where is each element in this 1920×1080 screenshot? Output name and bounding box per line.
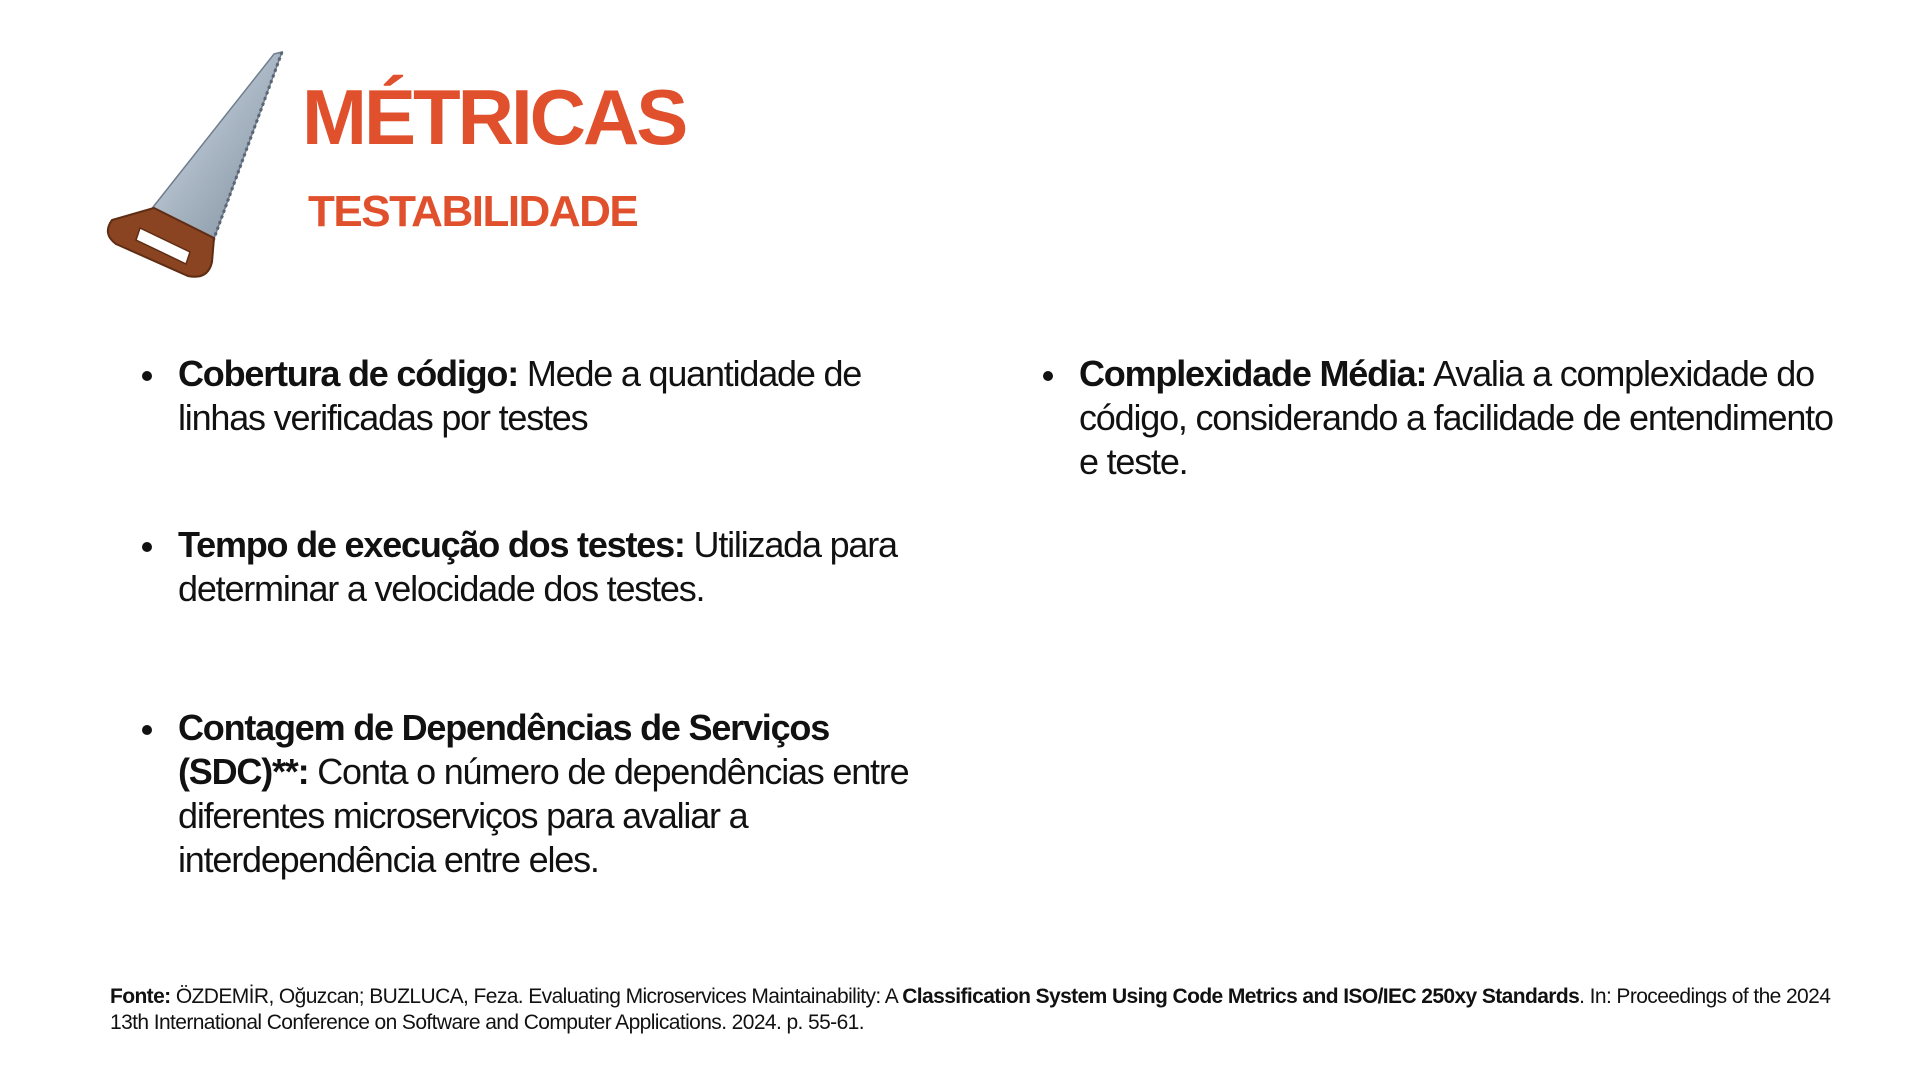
- metric-term: Cobertura de código:: [178, 353, 519, 394]
- metric-description: Conta o número de dependências entre diferentes microserviços para avaliar a interdependência entre eles.: [178, 751, 909, 880]
- saw-icon: [96, 48, 296, 284]
- metric-item-code-coverage: [142, 352, 938, 440]
- metric-description: Utilizada para determinar a velocidade dos testes.: [178, 524, 897, 609]
- metric-description: Avalia a complexidade do código, considerando a facilidade de entendimento e teste.: [1079, 353, 1833, 482]
- metric-term: Contagem de Dependências de Serviços (SDC)**:: [178, 707, 830, 792]
- source-citation: [110, 984, 1850, 1036]
- metric-term: Complexidade Média:: [1079, 353, 1427, 394]
- page-subtitle: TESTABILIDADE: [308, 187, 638, 236]
- metric-item-test-execution-time: [142, 523, 938, 611]
- source-label: Fonte:: [110, 985, 171, 1008]
- page-title: MÉTRICAS: [302, 73, 686, 161]
- metric-item-service-dependency-count: [142, 706, 938, 882]
- source-title-bold: Classification System Using Code Metrics and ISO/IEC 250xy Standards: [902, 985, 1580, 1008]
- metric-term: Tempo de execução dos testes:: [178, 524, 685, 565]
- source-text: ÖZDEMİR, Oğuzcan; BUZLUCA, Feza. Evaluating Microservices Maintainability: A: [175, 985, 897, 1008]
- metric-item-average-complexity: [1043, 352, 1839, 484]
- source-text-continued: . In: Proceedings of the 2024 13th International Conference on Software and Computer Applications. 2024. p. 55-61.: [110, 985, 1831, 1034]
- metric-description: Mede a quantidade de linhas verificadas por testes: [178, 353, 862, 438]
